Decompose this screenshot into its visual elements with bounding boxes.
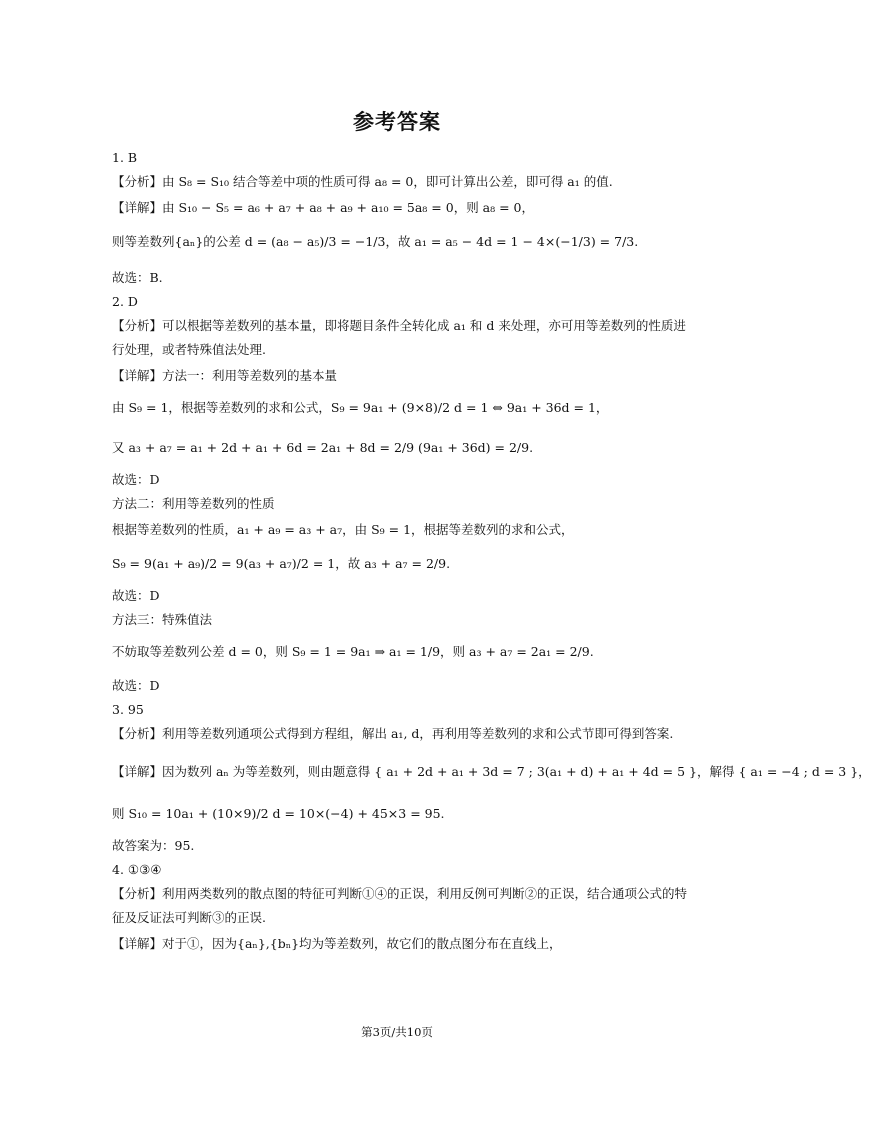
page-footer: 第3页/共10页	[361, 1025, 433, 1039]
answer-2-method2-title: 方法二：利用等差数列的性质	[112, 496, 275, 511]
answer-2-method2-step1: 根据等差数列的性质，a₁ + a₉ = a₃ + a₇，由 S₉ = 1，根据等差数列的求和公式，	[112, 522, 574, 537]
answer-2-method1-step1: 由 S₉ = 1，根据等差数列的求和公式，S₉ = 9a₁ + (9×8)/2 d = 1 ⇔ 9a₁ + 36d = 1，	[112, 400, 609, 415]
answer-1-detail-cont: 则等差数列{aₙ}的公差 d = (a₈ − a₅)/3 = −1/3，故 a₁ = a₅ − 4d = 1 − 4×(−1/3) = 7/3.	[112, 234, 639, 249]
answer-2-method2-step2: S₉ = 9(a₁ + a₉)/2 = 9(a₃ + a₇)/2 = 1，故 a₃ + a₇ = 2/9.	[112, 556, 451, 571]
answer-3-detail: 【详解】因为数列 aₙ 为等差数列，则由题意得 { a₁ + 2d + a₁ + 3d = 7 ; 3(a₁ + d) + a₁ + 4d = 5 }，解得 { a₁ = −4 ; d = 3 }，	[112, 764, 871, 779]
answer-2-method1-step2: 又 a₃ + a₇ = a₁ + 2d + a₁ + 6d = 2a₁ + 8d = 2/9 (9a₁ + 36d) = 2/9.	[112, 440, 534, 455]
answer-2-method3-title: 方法三：特殊值法	[112, 612, 213, 627]
answer-3-analysis: 【分析】利用等差数列通项公式得到方程组，解出 a₁, d，再利用等差数列的求和公式节即可得到答案.	[112, 726, 674, 741]
answer-4-detail: 【详解】对于①，因为{aₙ},{bₙ}均为等差数列，故它们的散点图分布在直线上，	[112, 936, 562, 951]
answer-3-result: 故答案为：95.	[112, 838, 195, 853]
answer-1-analysis: 【分析】由 S₈ = S₁₀ 结合等差中项的性质可得 a₈ = 0，即可计算出公差，即可得 a₁ 的值.	[112, 174, 613, 189]
answer-4-heading: 4. ①③④	[112, 862, 162, 877]
answer-2-choice-b: 故选：D	[112, 588, 160, 603]
answer-1-detail: 【详解】由 S₁₀ − S₅ = a₆ + a₇ + a₈ + a₉ + a₁₀ = 5a₈ = 0，则 a₈ = 0，	[112, 200, 535, 215]
answer-1-choice: 故选：B.	[112, 270, 163, 285]
answer-3-detail-cont: 则 S₁₀ = 10a₁ + (10×9)/2 d = 10×(−4) + 45×3 = 95.	[112, 806, 445, 821]
answer-3-heading: 3. 95	[112, 702, 144, 717]
answer-2-choice-a: 故选：D	[112, 472, 160, 487]
answer-2-method1-title: 【详解】方法一：利用等差数列的基本量	[112, 368, 338, 383]
answer-2-choice-c: 故选：D	[112, 678, 160, 693]
answer-4-analysis: 【分析】利用两类数列的散点图的特征可判断①④的正误，利用反例可判断②的正误，结合通项公式的特征及反证法可判断③的正误.	[112, 886, 688, 925]
answer-1-heading: 1. B	[112, 150, 138, 165]
answer-2-heading: 2. D	[112, 294, 138, 309]
answer-2-analysis: 【分析】可以根据等差数列的基本量，即将题目条件全转化成 a₁ 和 d 来处理，亦可用等差数列的性质进行处理，或者特殊值法处理.	[112, 318, 686, 357]
answer-2-method3-step1: 不妨取等差数列公差 d = 0，则 S₉ = 1 = 9a₁ ⇒ a₁ = 1/9，则 a₃ + a₇ = 2a₁ = 2/9.	[112, 644, 594, 659]
page-title: 参考答案	[353, 110, 441, 134]
